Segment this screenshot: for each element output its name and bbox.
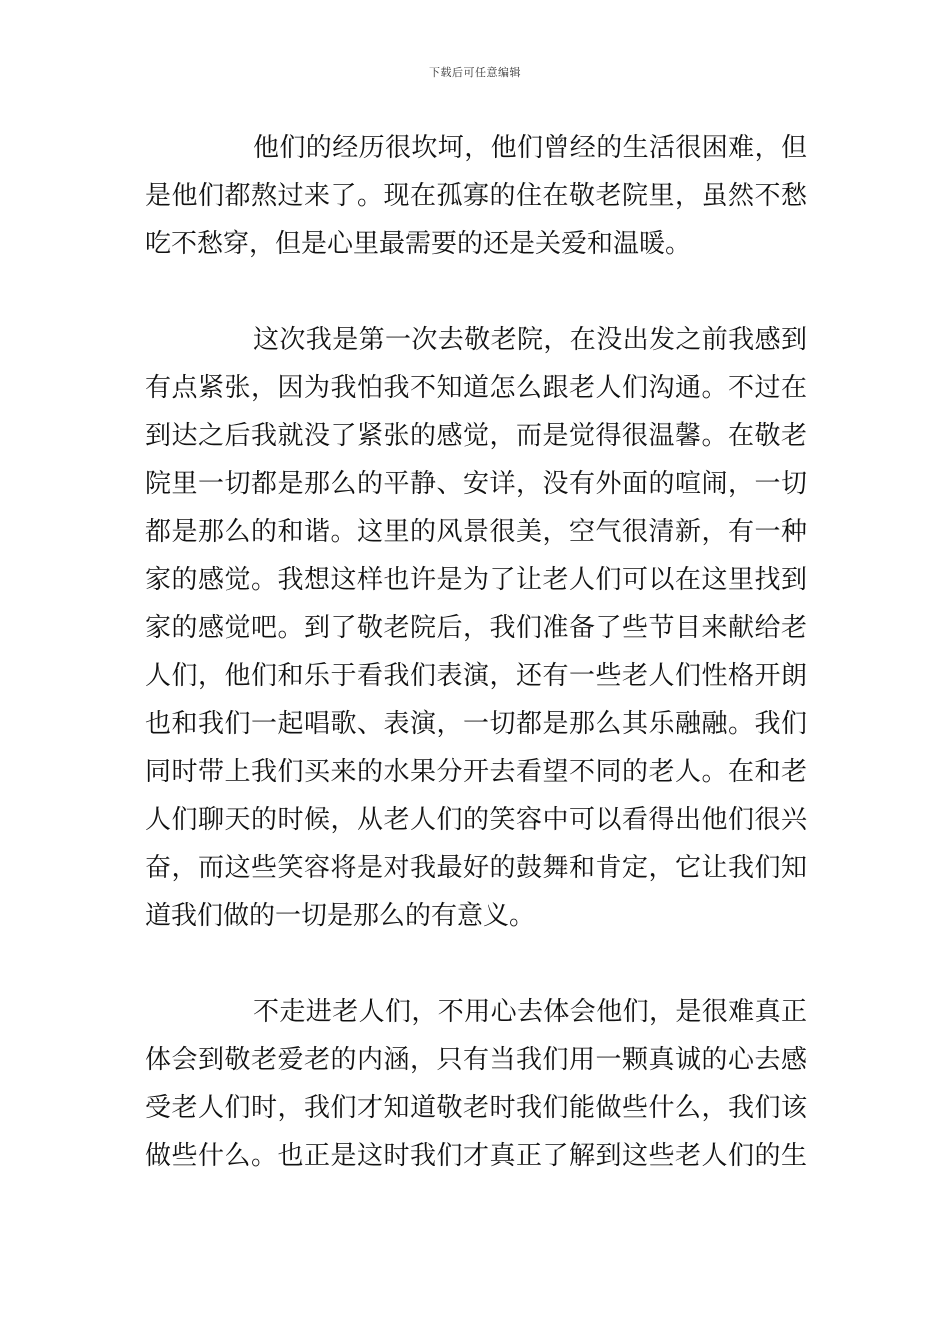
text-line: 他们的经历很坎坷，他们曾经的生活很困难，但 [253,133,807,163]
text-line: 人们，他们和乐于看我们表演，还有一些老人们性格开朗 [145,661,807,691]
text-line: 不走进老人们，不用心去体会他们，是很难真正 [253,997,807,1027]
text-line: 都是那么的和谐。这里的风景很美，空气很清新，有一种 [145,517,807,547]
page-header: 下载后可任意编辑 [429,66,521,79]
text-line: 体会到敬老爱老的内涵，只有当我们用一颗真诚的心去感 [145,1045,807,1075]
text-line: 家的感觉吧。到了敬老院后，我们准备了些节目来献给老 [145,613,807,643]
text-line: 这次我是第一次去敬老院，在没出发之前我感到 [253,325,807,355]
text-line: 奋，而这些笑容将是对我最好的鼓舞和肯定，它让我们知 [145,853,807,883]
document-body [145,124,807,1180]
paragraph-3 [145,988,807,1180]
paragraph-spacer [145,940,807,988]
text-line: 也和我们一起唱歌、表演，一切都是那么其乐融融。我们 [145,709,807,739]
text-line: 做些什么。也正是这时我们才真正了解到这些老人们的生 [145,1141,807,1171]
text-line: 到达之后我就没了紧张的感觉，而是觉得很温馨。在敬老 [145,421,807,451]
paragraph-1 [145,124,807,268]
paragraph-spacer [145,268,807,316]
text-line: 道我们做的一切是那么的有意义。 [145,901,536,931]
text-line: 同时带上我们买来的水果分开去看望不同的老人。在和老 [145,757,807,787]
text-line: 受老人们时，我们才知道敬老时我们能做些什么，我们该 [145,1093,807,1123]
text-line: 是他们都熬过来了。现在孤寡的住在敬老院里，虽然不愁 [145,181,807,211]
paragraph-2 [145,316,807,940]
text-line: 院里一切都是那么的平静、安详，没有外面的喧闹，一切 [145,469,807,499]
text-line: 家的感觉。我想这样也许是为了让老人们可以在这里找到 [145,565,807,595]
text-line: 吃不愁穿，但是心里最需要的还是关爱和温暖。 [145,229,692,259]
text-line: 人们聊天的时候，从老人们的笑容中可以看得出他们很兴 [145,805,807,835]
text-line: 有点紧张，因为我怕我不知道怎么跟老人们沟通。不过在 [145,373,807,403]
